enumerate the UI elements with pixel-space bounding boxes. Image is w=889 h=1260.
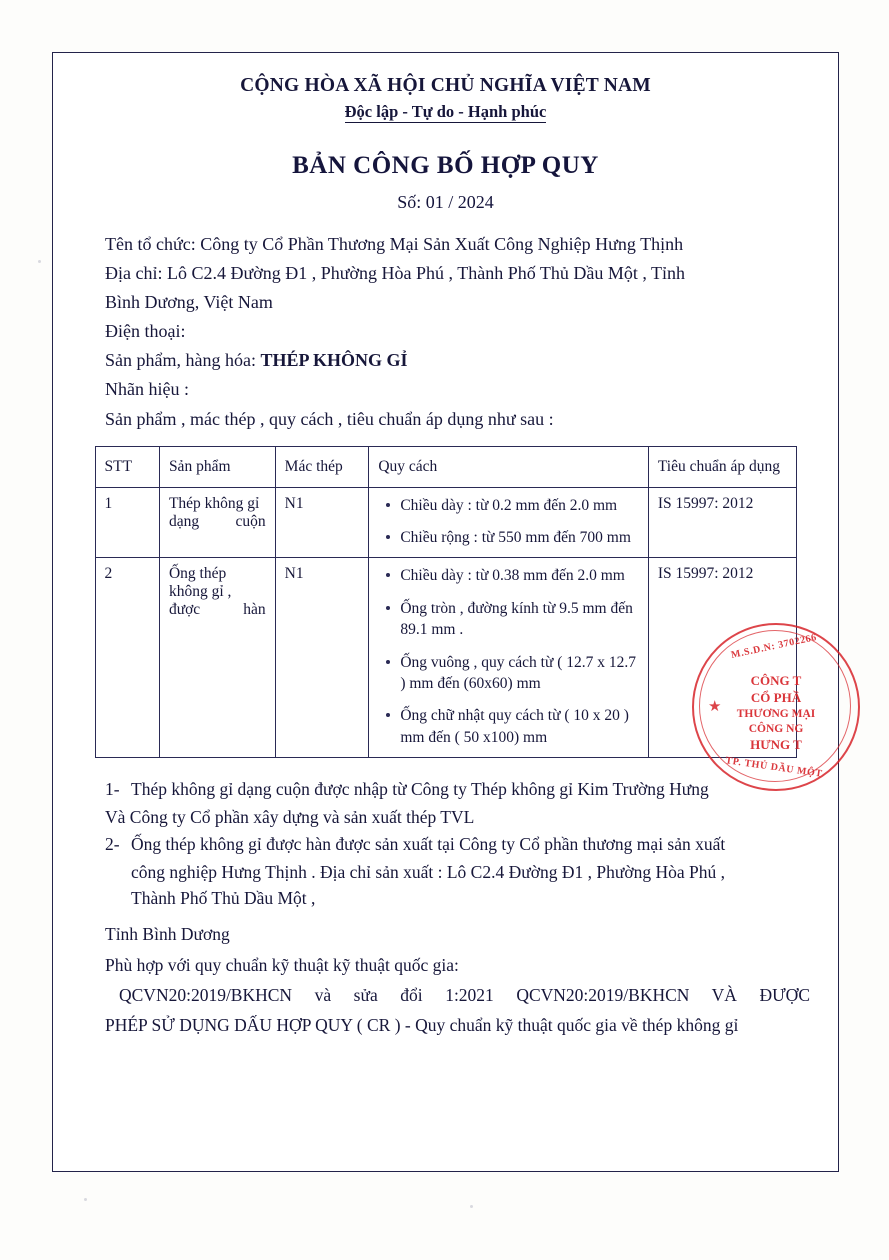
note-line: Thép không gỉ dạng cuộn được nhập từ Công ty Thép không gỉ Kim Trường Hưng	[131, 779, 709, 800]
table-row	[95, 487, 796, 558]
org-address-line-2: Bình Dương, Việt Nam	[105, 292, 273, 313]
spec-item: Chiều dày : từ 0.38 mm đến 2.0 mm	[400, 565, 639, 586]
spec-intro-line: Sản phẩm , mác thép , quy cách , tiêu chuẩn áp dụng như sau :	[105, 408, 554, 429]
stamp-line-3: THƯƠNG MẠI	[736, 707, 816, 720]
scan-speck	[84, 1198, 87, 1201]
note-number: 2-	[105, 833, 120, 854]
province-line: Tỉnh Bình Dương	[105, 924, 230, 945]
header-standard: Tiêu chuẩn áp dụng	[648, 446, 796, 487]
header-stt: STT	[95, 446, 159, 487]
stamp-line-2: CỔ PHẦ	[750, 689, 802, 705]
org-name-line: Tên tổ chức: Công ty Cổ Phần Thương Mại Sản Xuất Công Nghiệp Hưng Thịnh	[105, 234, 684, 254]
document-border	[52, 52, 839, 1172]
note-number: 1-	[105, 779, 120, 800]
spec-item: Ống tròn , đường kính từ 9.5 mm đến 89.1 mm .	[400, 598, 639, 641]
spec-item: Chiều rộng : từ 550 mm đến 700 mm	[400, 527, 639, 548]
cell-standard: IS 15997: 2012	[648, 487, 796, 558]
stamp-line-1: CÔNG T	[750, 673, 802, 688]
table-header-row	[95, 446, 796, 487]
org-address-line-1: Địa chỉ: Lô C2.4 Đường Đ1 , Phường Hòa Phú , Thành Phố Thủ Dầu Một , Tỉnh	[105, 263, 686, 284]
cell-grade: N1	[275, 558, 369, 758]
stamp-registration-number: M.S.D.N: 3702266	[730, 632, 818, 661]
stamp-city: TP. THỦ DẦU MỘT	[724, 755, 824, 780]
table-body	[95, 487, 796, 757]
spec-item: Chiều dày : từ 0.2 mm đến 2.0 mm	[400, 495, 639, 516]
document-title: BẢN CÔNG BỐ HỢP QUY	[292, 152, 599, 179]
spec-item: Ống vuông , quy cách từ ( 12.7 x 12.7 ) mm đến (60x60) mm	[400, 652, 639, 695]
product-line	[105, 347, 796, 373]
table-row	[95, 558, 796, 758]
org-phone-line: Điện thoại:	[105, 321, 186, 342]
stamp-line-4: CÔNG NG	[748, 722, 804, 735]
note-line: Ống thép không gỉ được hàn được sản xuất tại Công ty Cổ phần thương mại sản xuất	[131, 833, 726, 854]
document-content	[53, 53, 838, 1042]
scan-speck	[38, 260, 41, 263]
conformity-intro: Phù hợp với quy chuẩn kỹ thuật kỹ thuật quốc gia:	[105, 954, 459, 975]
product-label: Sản phẩm, hàng hóa:	[105, 350, 256, 371]
conformity-line-2: PHÉP SỬ DỤNG DẤU HỢP QUY ( CR ) - Quy chuẩn kỹ thuật quốc gia về thép không gỉ	[105, 1015, 739, 1036]
cell-product: Thép không gỉ dạng cuộn	[159, 487, 275, 558]
national-motto	[53, 102, 838, 122]
cell-stt: 1	[95, 487, 159, 558]
note-line: Thành Phố Thủ Dầu Một ,	[131, 888, 316, 909]
notes-section	[53, 776, 838, 911]
table-head	[95, 446, 796, 487]
cell-spec	[369, 558, 649, 758]
cell-spec	[369, 487, 649, 558]
note-item	[105, 776, 798, 802]
brand-line: Nhãn hiệu :	[105, 379, 189, 400]
conformity-section	[53, 921, 838, 1038]
specification-table	[95, 446, 797, 758]
note-item	[105, 831, 798, 857]
spec-list	[378, 495, 639, 549]
document-number: Số: 01 / 2024	[397, 192, 494, 212]
cell-grade: N1	[275, 487, 369, 558]
note-line: công nghiệp Hưng Thịnh . Địa chỉ sản xuất : Lô C2.4 Đường Đ1 , Phường Hòa Phú ,	[131, 861, 725, 882]
header-product: Sản phẩm	[159, 446, 275, 487]
cell-stt: 2	[95, 558, 159, 758]
national-motto-text: Độc lập - Tự do - Hạnh phúc	[344, 102, 547, 121]
cell-standard: IS 15997: 2012	[648, 558, 796, 758]
scan-speck	[470, 1205, 473, 1208]
conformity-line-1: QCVN20:2019/BKHCN và sửa đổi 1:2021 QCVN20:2019/BKHCN VÀ ĐƯỢC	[119, 984, 810, 1005]
national-title: CỘNG HÒA XÃ HỘI CHỦ NGHĨA VIỆT NAM	[240, 75, 651, 96]
stamp-line-5: HƯNG T	[750, 736, 802, 752]
header-spec: Quy cách	[369, 446, 649, 487]
note-line: Và Công ty Cổ phần xây dựng và sản xuất thép TVL	[105, 807, 475, 828]
stamp-star-icon: ★	[708, 699, 722, 715]
header-grade: Mác thép	[275, 446, 369, 487]
cell-product: Ống thép không gỉ , được hàn	[159, 558, 275, 758]
organization-info	[53, 231, 838, 432]
spec-list	[378, 565, 639, 748]
product-value: THÉP KHÔNG GỈ	[260, 350, 408, 371]
spec-item: Ống chữ nhật quy cách từ ( 10 x 20 ) mm đến ( 50 x100) mm	[400, 705, 639, 748]
